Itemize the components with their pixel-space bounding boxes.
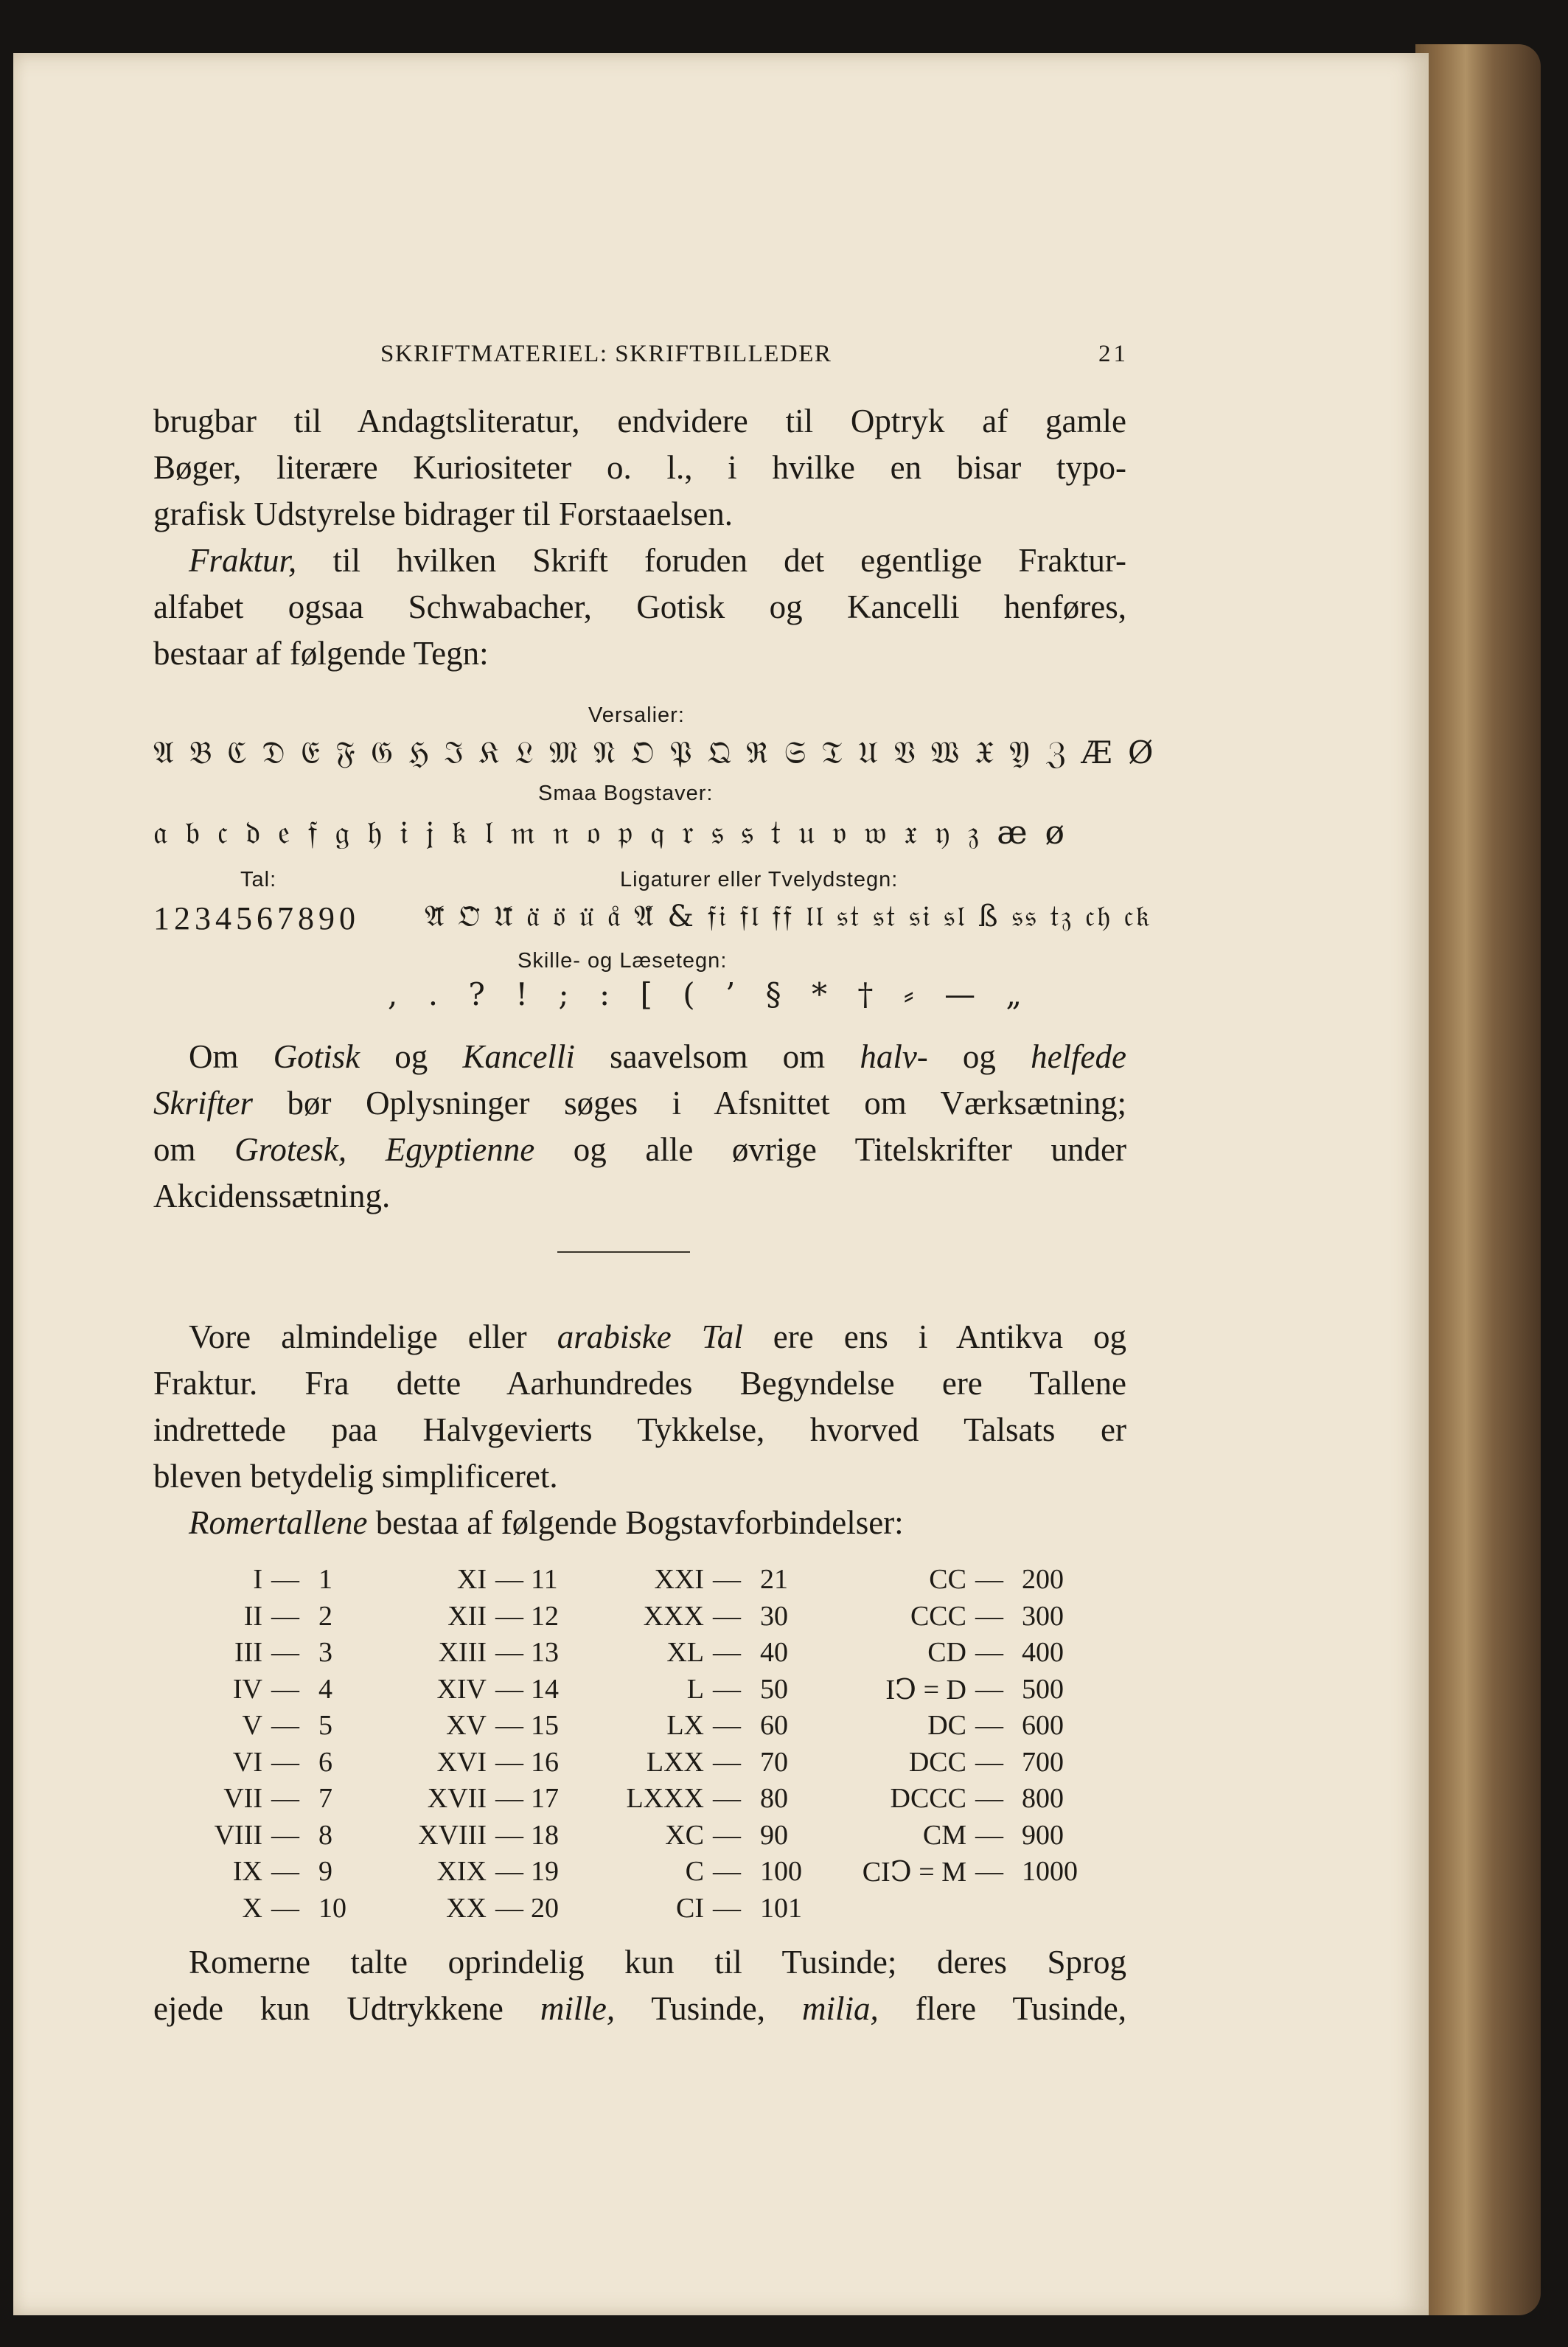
italic-term: Romertallene bbox=[189, 1504, 368, 1541]
versalier-glyphs: 𝔄 𝔅 ℭ 𝔇 𝔈 𝔉 𝔊 ℌ ℑ 𝔎 𝔏 𝔐 𝔑 𝔒 𝔓 𝔔 ℜ 𝔖 𝔗 𝔘 𝔙 𝔚 𝔛 𝔜 ℨ Æ Ø bbox=[153, 734, 1157, 771]
arabic-value: 9 bbox=[318, 1856, 332, 1887]
roman-numeral: XXI bbox=[654, 1564, 704, 1595]
italic-term: milia, bbox=[801, 1990, 879, 2027]
arabic-value: 1000 bbox=[1022, 1856, 1078, 1887]
roman-dash: — bbox=[271, 1600, 299, 1632]
arabic-value: 4 bbox=[318, 1673, 332, 1705]
arabic-value: 70 bbox=[760, 1746, 788, 1778]
smaa-bogstaver-glyphs: 𝔞 𝔟 𝔠 𝔡 𝔢 𝔣 𝔤 𝔥 𝔦 𝔧 𝔨 𝔩 𝔪 𝔫 𝔬 𝔭 𝔮 𝔯 𝔰 𝔰 𝔱 𝔲 𝔳 𝔴 𝔵 𝔶 𝔷 æ ø bbox=[153, 814, 1065, 852]
text-fragment: flere Tusinde, bbox=[878, 1990, 1126, 2027]
roman-numeral: VII bbox=[223, 1783, 262, 1814]
roman-numeral: IↃ = D bbox=[885, 1674, 966, 1706]
roman-numeral: DC bbox=[927, 1710, 966, 1741]
text-line bbox=[153, 538, 1126, 584]
roman-dash: — bbox=[271, 1892, 299, 1924]
arabic-value: 90 bbox=[760, 1819, 788, 1851]
roman-numeral: XX bbox=[446, 1892, 487, 1924]
arabic-value: 10 bbox=[318, 1892, 346, 1924]
arabic-value: 500 bbox=[1022, 1673, 1064, 1705]
roman-table-row bbox=[153, 1673, 1126, 1710]
tal-glyphs: 1234567890 bbox=[153, 900, 360, 936]
roman-numeral: IV bbox=[232, 1673, 262, 1705]
italic-term: arabiske Tal bbox=[557, 1318, 743, 1355]
roman-numeral: XIV bbox=[436, 1673, 487, 1705]
text-fragment: Tusinde, bbox=[615, 1990, 802, 2027]
roman-numeral: DCC bbox=[908, 1746, 966, 1778]
roman-table-row bbox=[153, 1636, 1126, 1673]
roman-dash: — bbox=[975, 1673, 1003, 1705]
roman-dash: — bbox=[713, 1819, 741, 1851]
versalier-label: Versalier: bbox=[588, 703, 685, 727]
roman-dash: — bbox=[975, 1637, 1003, 1668]
roman-dash: — bbox=[975, 1564, 1003, 1595]
text-fragment: bør Oplysninger søges i Afsnittet om Værksætning; bbox=[252, 1085, 1126, 1122]
text-line: indrettede paa Halvgevierts Tykkelse, hvorved Talsats er bbox=[153, 1411, 1126, 1448]
roman-numeral: CIↃ = M bbox=[862, 1857, 966, 1888]
text-fragment: ejede kun Udtrykkene bbox=[153, 1990, 540, 2027]
tal-label: Tal: bbox=[240, 868, 277, 891]
book-page bbox=[13, 53, 1429, 2315]
ligaturer-glyphs: 𝔄̈ 𝔒̈ 𝔘̈ 𝔞̈ 𝔬̈ 𝔲̈ 𝔞̊ 𝔄̊ & 𝔣𝔦 𝔣𝔩 𝔣𝔣 𝔩𝔩 𝔰𝔱 𝔰𝔱 𝔰𝔦 𝔰𝔩 ß 𝔰𝔰 𝔱𝔷 𝔠𝔥 𝔠𝔨 bbox=[425, 900, 1152, 933]
arabic-value: 14 bbox=[531, 1673, 559, 1705]
roman-dash: — bbox=[713, 1892, 741, 1924]
roman-table-row bbox=[153, 1563, 1126, 1600]
roman-table-row bbox=[153, 1709, 1126, 1746]
book-spine-edge bbox=[1415, 44, 1541, 2315]
arabic-value: 101 bbox=[760, 1892, 802, 1924]
roman-numeral: XC bbox=[665, 1819, 704, 1851]
roman-dash: — bbox=[713, 1856, 741, 1887]
roman-dash: — bbox=[713, 1673, 741, 1705]
running-header-title: SKRIFTMATERIEL: SKRIFTBILLEDER bbox=[380, 341, 832, 367]
roman-numeral: CD bbox=[927, 1637, 966, 1668]
roman-dash: — bbox=[271, 1673, 299, 1705]
arabic-value: 12 bbox=[531, 1600, 559, 1632]
roman-table-row bbox=[153, 1746, 1126, 1783]
roman-dash: — bbox=[975, 1746, 1003, 1778]
text-fragment: og alle øvrige Titelskrifter under bbox=[534, 1131, 1126, 1168]
roman-dash: — bbox=[271, 1856, 299, 1887]
roman-numeral: LXX bbox=[646, 1746, 704, 1778]
roman-dash: — bbox=[495, 1600, 523, 1632]
roman-numeral: XII bbox=[447, 1600, 487, 1632]
arabic-value: 7 bbox=[318, 1783, 332, 1814]
text-line: bleven betydelig simplificeret. bbox=[153, 1458, 558, 1495]
arabic-value: 17 bbox=[531, 1783, 559, 1814]
text-line bbox=[153, 1986, 1126, 2032]
arabic-value: 900 bbox=[1022, 1819, 1064, 1851]
roman-table-row bbox=[153, 1855, 1126, 1892]
roman-dash: — bbox=[495, 1892, 523, 1924]
arabic-value: 700 bbox=[1022, 1746, 1064, 1778]
roman-dash: — bbox=[271, 1783, 299, 1814]
roman-numeral: XVIII bbox=[418, 1819, 487, 1851]
skilletegn-glyphs: , . ? ! ; : [ ( ’ § * † ⸗ — „ bbox=[388, 976, 1033, 1012]
paragraph-fraktur-intro bbox=[153, 398, 1126, 677]
page-number: 21 bbox=[1098, 341, 1129, 367]
italic-term: Skrifter bbox=[153, 1085, 253, 1122]
text-line: Fraktur. Fra dette Aarhundredes Begyndelse ere Tallene bbox=[153, 1365, 1126, 1402]
roman-numeral: XI bbox=[456, 1564, 487, 1595]
text-line: alfabet ogsaa Schwabacher, Gotisk og Kancelli henføres, bbox=[153, 588, 1126, 625]
roman-numeral: V bbox=[242, 1710, 262, 1741]
arabic-value: 100 bbox=[760, 1856, 802, 1887]
arabic-value: 6 bbox=[318, 1746, 332, 1778]
roman-dash: — bbox=[271, 1819, 299, 1851]
text-line: Romerne talte oprindelig kun til Tusinde; deres Sprog bbox=[189, 1944, 1126, 1981]
arabic-value: 80 bbox=[760, 1783, 788, 1814]
arabic-value: 5 bbox=[318, 1710, 332, 1741]
arabic-value: 15 bbox=[531, 1710, 559, 1741]
roman-dash: — bbox=[271, 1710, 299, 1741]
text-fragment: om bbox=[153, 1131, 235, 1168]
roman-dash: — bbox=[495, 1783, 523, 1814]
arabic-value: 21 bbox=[760, 1564, 788, 1595]
roman-dash: — bbox=[975, 1710, 1003, 1741]
arabic-value: 800 bbox=[1022, 1783, 1064, 1814]
roman-dash: — bbox=[271, 1746, 299, 1778]
roman-dash: — bbox=[713, 1783, 741, 1814]
roman-dash: — bbox=[495, 1673, 523, 1705]
arabic-value: 30 bbox=[760, 1600, 788, 1632]
text-line bbox=[153, 1080, 1126, 1127]
roman-numeral: XL bbox=[666, 1637, 704, 1668]
roman-numeral: I bbox=[253, 1564, 262, 1595]
text-line bbox=[153, 1034, 1126, 1080]
italic-term: mille, bbox=[540, 1990, 616, 2027]
italic-term: Kancelli bbox=[462, 1038, 575, 1075]
text-fragment: og bbox=[360, 1038, 463, 1075]
paragraph-arabiske-tal bbox=[153, 1314, 1126, 1546]
text-fragment bbox=[346, 1131, 386, 1168]
roman-numeral: II bbox=[243, 1600, 262, 1632]
arabic-value: 11 bbox=[531, 1564, 558, 1595]
roman-dash: — bbox=[975, 1856, 1003, 1887]
roman-numeral: IX bbox=[232, 1856, 262, 1887]
roman-numeral: XIII bbox=[438, 1637, 487, 1668]
roman-numeral: XXX bbox=[643, 1600, 704, 1632]
arabic-value: 13 bbox=[531, 1637, 559, 1668]
text-fragment: og bbox=[927, 1038, 1031, 1075]
roman-numeral: L bbox=[686, 1673, 704, 1705]
paragraph-gotisk bbox=[153, 1034, 1126, 1220]
roman-numeral: VIII bbox=[214, 1819, 262, 1851]
arabic-value: 18 bbox=[531, 1819, 559, 1851]
roman-numeral: CCC bbox=[910, 1600, 966, 1632]
roman-dash: — bbox=[713, 1637, 741, 1668]
arabic-value: 20 bbox=[531, 1892, 559, 1924]
roman-dash: — bbox=[975, 1819, 1003, 1851]
roman-table-row bbox=[153, 1819, 1126, 1856]
roman-numeral: X bbox=[242, 1892, 262, 1924]
roman-dash: — bbox=[975, 1783, 1003, 1814]
text-fragment: ere ens i Antikva og bbox=[742, 1318, 1126, 1355]
text-fragment: til hvilken Skrift foruden det egentlige Fraktur- bbox=[296, 542, 1126, 579]
roman-dash: — bbox=[495, 1710, 523, 1741]
skilletegn-label: Skille- og Læsetegn: bbox=[518, 949, 728, 973]
italic-term: Gotisk bbox=[273, 1038, 360, 1075]
arabic-value: 3 bbox=[318, 1637, 332, 1668]
roman-numeral: CI bbox=[676, 1892, 704, 1924]
roman-dash: — bbox=[495, 1564, 523, 1595]
arabic-value: 60 bbox=[760, 1710, 788, 1741]
roman-table-row bbox=[153, 1892, 1126, 1929]
arabic-value: 2 bbox=[318, 1600, 332, 1632]
text-fragment: saavelsom om bbox=[574, 1038, 860, 1075]
italic-term: Grotesk, bbox=[234, 1131, 347, 1168]
roman-numeral: XIX bbox=[436, 1856, 487, 1887]
roman-dash: — bbox=[713, 1600, 741, 1632]
roman-numeral: III bbox=[234, 1637, 262, 1668]
text-line: Bøger, literære Kuriositeter o. l., i hvilke en bisar typo- bbox=[153, 449, 1126, 486]
roman-numeral: XVI bbox=[436, 1746, 487, 1778]
roman-dash: — bbox=[271, 1564, 299, 1595]
roman-numeral: XVII bbox=[427, 1783, 487, 1814]
arabic-value: 200 bbox=[1022, 1564, 1064, 1595]
italic-term: halv- bbox=[860, 1038, 928, 1075]
roman-numeral: VI bbox=[232, 1746, 262, 1778]
italic-term: Egyptienne bbox=[385, 1131, 535, 1168]
text-fragment: Om bbox=[189, 1038, 273, 1075]
text-line bbox=[153, 1127, 1126, 1173]
roman-numeral: C bbox=[685, 1856, 704, 1887]
arabic-value: 600 bbox=[1022, 1710, 1064, 1741]
text-line bbox=[153, 1500, 1126, 1546]
paragraph-romerne bbox=[153, 1939, 1126, 2032]
section-divider bbox=[557, 1251, 690, 1253]
roman-numeral: CC bbox=[929, 1564, 966, 1595]
roman-dash: — bbox=[495, 1856, 523, 1887]
text-fragment: Vore almindelige eller bbox=[189, 1318, 557, 1355]
text-line: grafisk Udstyrelse bidrager til Forstaaelsen. bbox=[153, 496, 734, 532]
arabic-value: 400 bbox=[1022, 1637, 1064, 1668]
smaa-bogstaver-label: Smaa Bogstaver: bbox=[538, 782, 714, 805]
roman-numeral: DCCC bbox=[890, 1783, 966, 1814]
arabic-value: 50 bbox=[760, 1673, 788, 1705]
roman-dash: — bbox=[271, 1637, 299, 1668]
roman-table-row bbox=[153, 1600, 1126, 1637]
roman-dash: — bbox=[495, 1637, 523, 1668]
roman-dash: — bbox=[713, 1710, 741, 1741]
text-line: bestaar af følgende Tegn: bbox=[153, 635, 489, 672]
roman-dash: — bbox=[495, 1819, 523, 1851]
roman-dash: — bbox=[713, 1564, 741, 1595]
arabic-value: 19 bbox=[531, 1856, 559, 1887]
text-line: brugbar til Andagtsliteratur, endvidere til Optryk af gamle bbox=[153, 403, 1126, 439]
arabic-value: 300 bbox=[1022, 1600, 1064, 1632]
running-header bbox=[153, 341, 1129, 370]
ligaturer-label: Ligaturer eller Tvelydstegn: bbox=[620, 868, 899, 891]
roman-dash: — bbox=[975, 1600, 1003, 1632]
text-line: Akcidenssætning. bbox=[153, 1178, 391, 1214]
arabic-value: 16 bbox=[531, 1746, 559, 1778]
roman-dash: — bbox=[495, 1746, 523, 1778]
roman-numeral: LXXX bbox=[626, 1783, 704, 1814]
arabic-value: 40 bbox=[760, 1637, 788, 1668]
arabic-value: 8 bbox=[318, 1819, 332, 1851]
roman-numeral: XV bbox=[446, 1710, 487, 1741]
roman-numeral: CM bbox=[922, 1819, 966, 1851]
text-fragment: bestaa af følgende Bogstavforbindelser: bbox=[367, 1504, 904, 1541]
roman-dash: — bbox=[713, 1746, 741, 1778]
italic-term: Fraktur, bbox=[189, 542, 297, 579]
arabic-value: 1 bbox=[318, 1564, 332, 1595]
text-line bbox=[153, 1314, 1126, 1360]
roman-numeral: LX bbox=[666, 1710, 704, 1741]
italic-term: helfede bbox=[1031, 1038, 1127, 1075]
roman-table-row bbox=[153, 1782, 1126, 1819]
